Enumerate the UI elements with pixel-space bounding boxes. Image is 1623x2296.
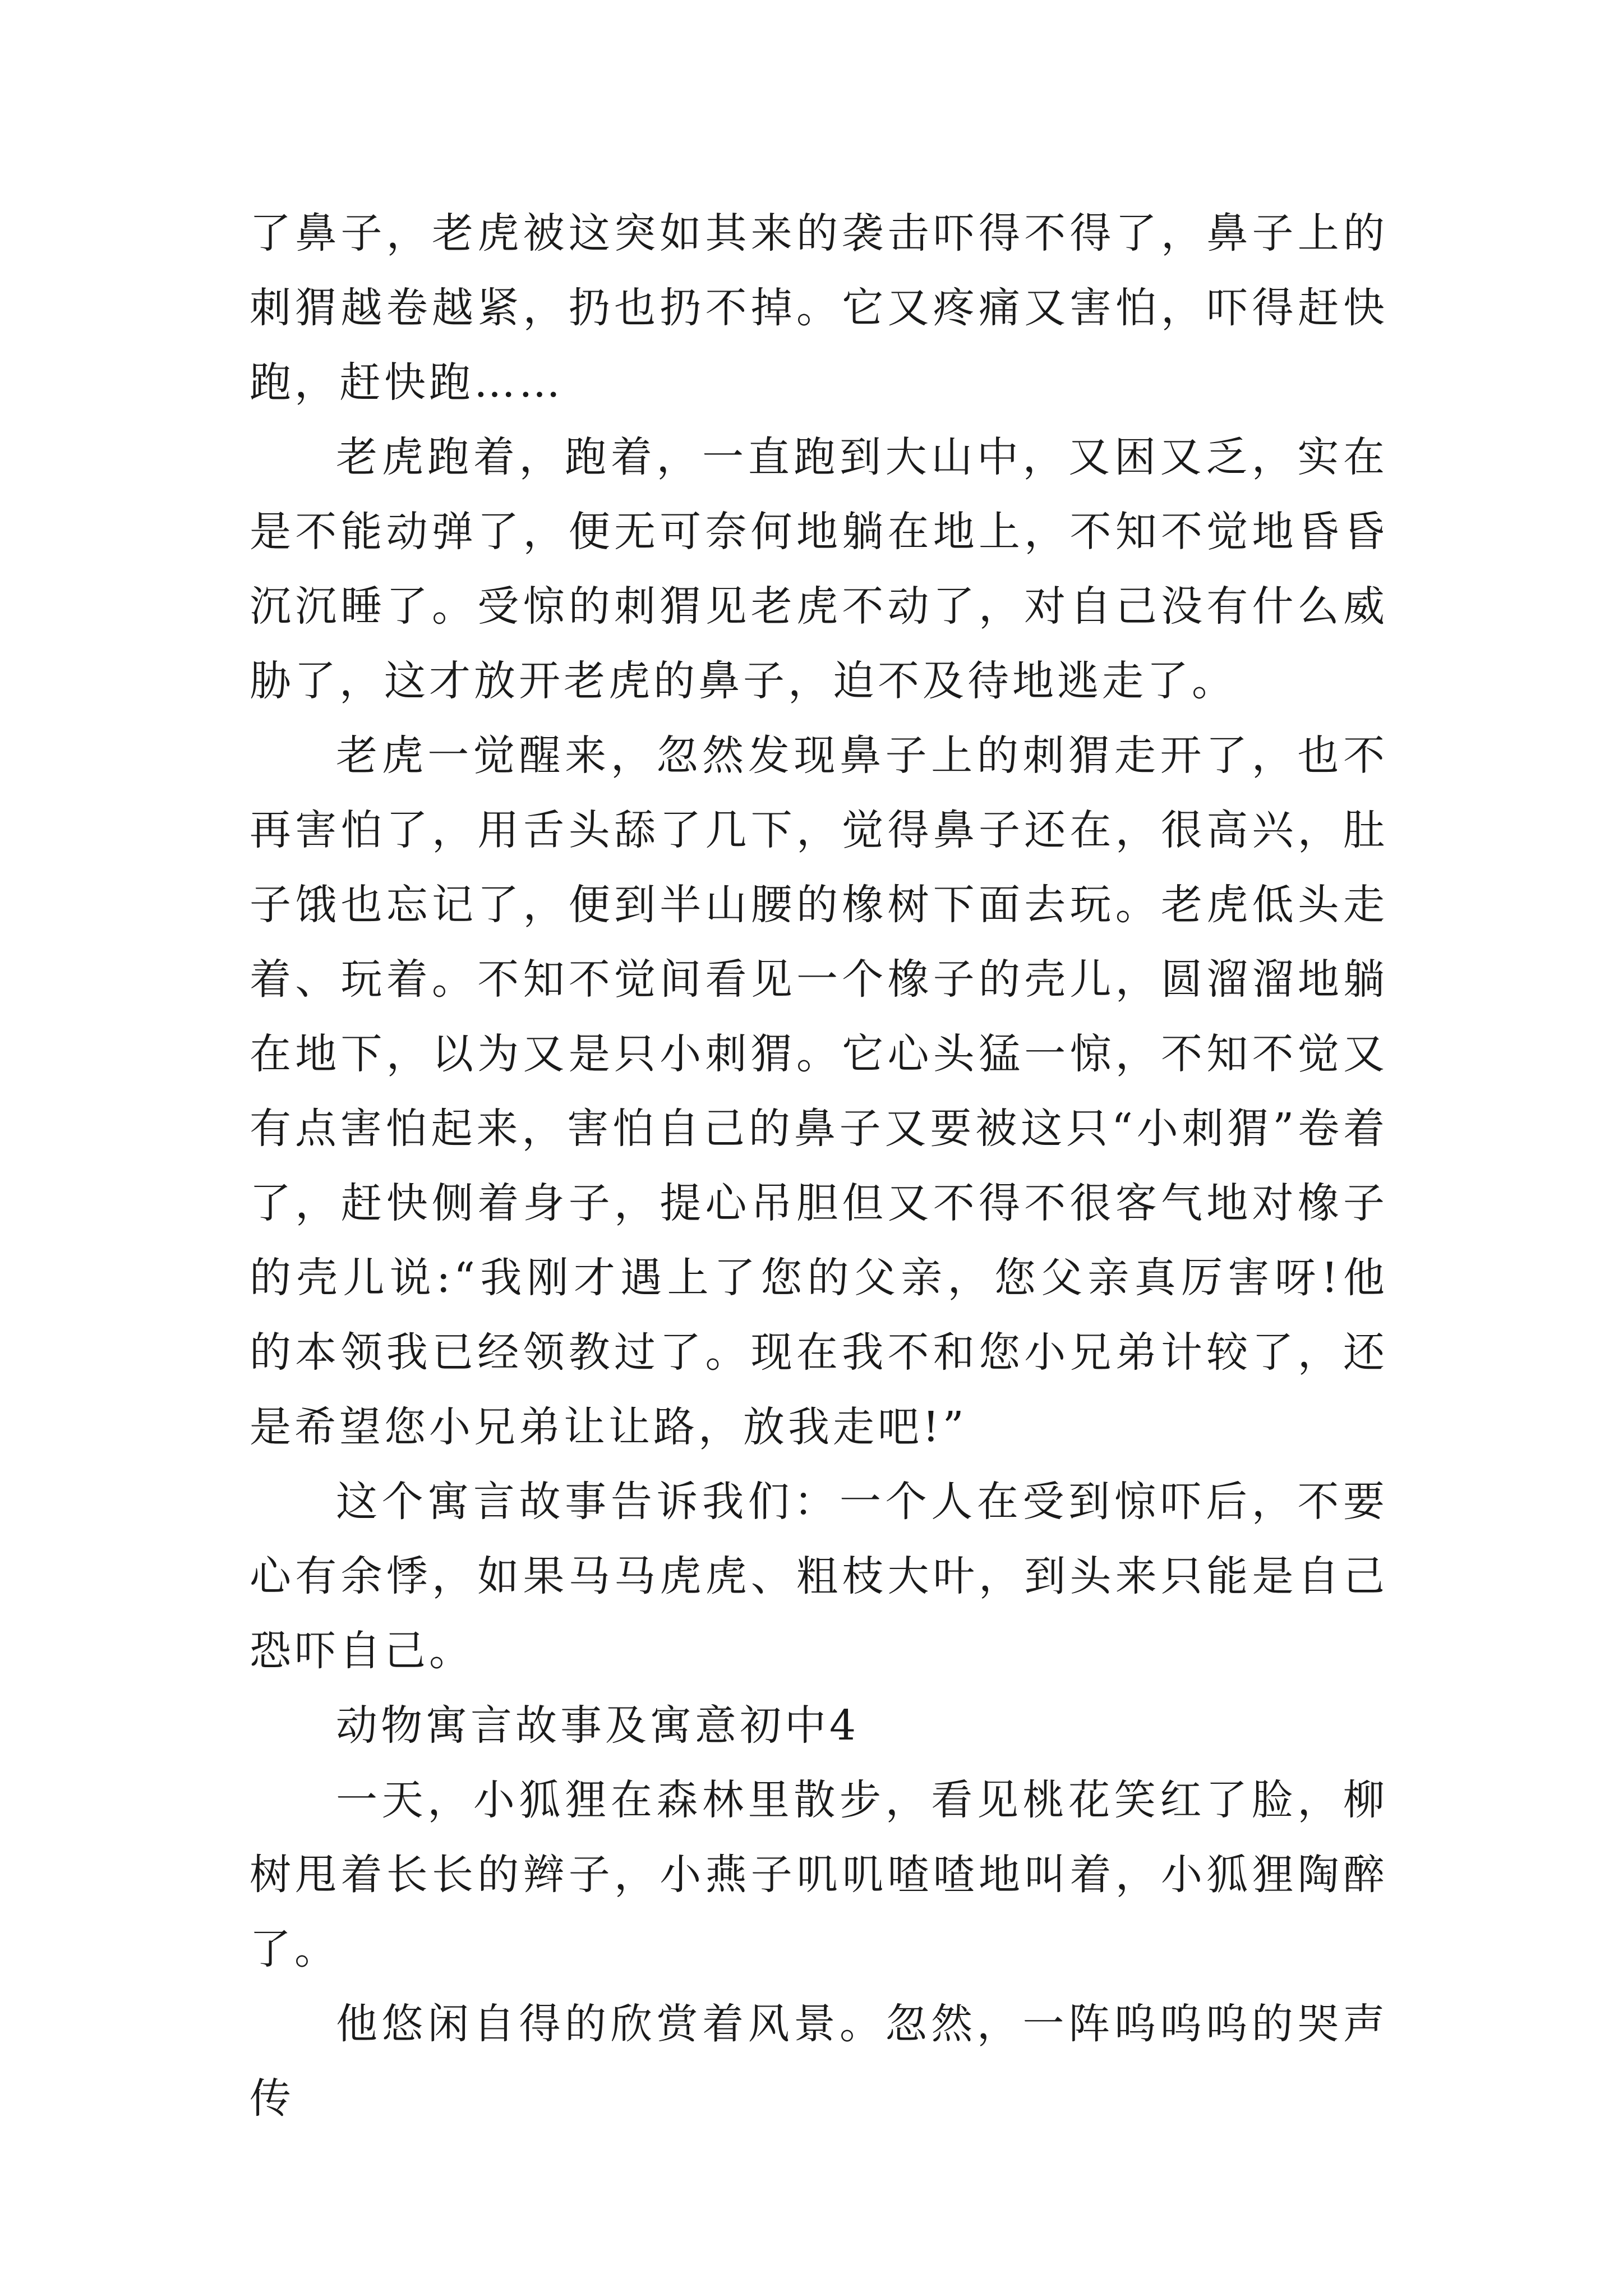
- section-heading: 动物寓言故事及寓意初中4: [336, 1701, 860, 1750]
- paragraph-1: 了鼻子，老虎被这突如其来的袭击吓得不得了，鼻子上的刺猬越卷越紧，扔也扔不掉。它又疼痛又害怕，吓得赶快跑，赶快跑……: [250, 209, 1388, 407]
- paragraph-3: 老虎一觉醒来，忽然发现鼻子上的刺猬走开了，也不再害怕了，用舌头舔了几下，觉得鼻子还在，很高兴，肚子饿也忘记了，便到半山腰的橡树下面去玩。老虎低头走着、玩着。不知不觉间看见一个橡子的壳儿，圆溜溜地躺在地下，以为又是只小刺猬。它心头猛一惊，不知不觉又有点害怕起来，害怕自己的鼻子又要被这只“小刺猬”卷着了，赶快侧着身子，提心吊胆但又不得不很客气地对橡子的壳儿说:“我刚才遇上了您的父亲，您父亲真厉害呀!他的本领我已经领教过了。现在我不和您小兄弟计较了，还是希望您小兄弟让让路，放我走吧!”: [250, 731, 1388, 1451]
- paragraph-2: 老虎跑着，跑着，一直跑到大山中，又困又乏，实在是不能动弹了，便无可奈何地躺在地上，不知不觉地昏昏沉沉睡了。受惊的刺猬见老虎不动了，对自己没有什么威胁了，这才放开老虎的鼻子，迫不及待地逃走了。: [250, 433, 1388, 705]
- paragraph-5: 一天，小狐狸在森林里散步，看见桃花笑红了脸，柳树甩着长长的辫子，小燕子叽叽喳喳地叫着，小狐狸陶醉了。: [250, 1776, 1388, 1973]
- document-body: [250, 196, 1388, 2136]
- paragraph-6: 他悠闲自得的欣赏着风景。忽然，一阵呜呜呜的哭声传: [250, 2000, 1388, 2123]
- paragraph-4: 这个寓言故事告诉我们：一个人在受到惊吓后，不要心有余悸，如果马马虎虎、粗枝大叶，到头来只能是自己恐吓自己。: [250, 1478, 1388, 1675]
